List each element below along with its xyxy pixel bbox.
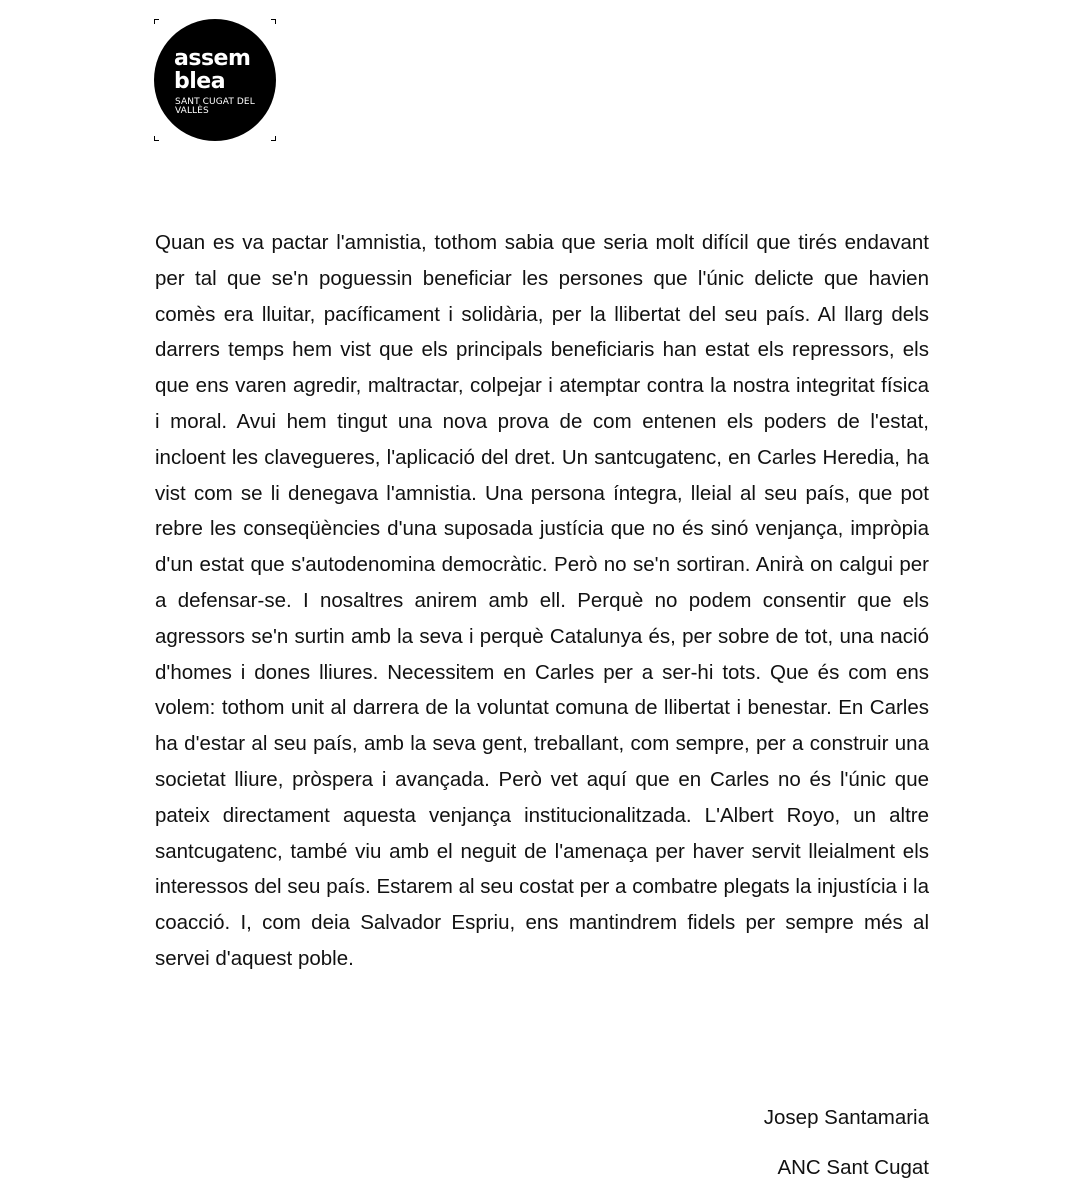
assemblea-logo <box>154 19 276 141</box>
logo-text-line1: assem <box>174 46 251 71</box>
logo-frame <box>154 19 276 141</box>
logo-text-line2: blea <box>174 69 226 94</box>
logo-subtitle-line2: VALLÈS <box>175 106 209 116</box>
signature-name: Josep Santamaria <box>763 1106 929 1129</box>
crop-mark-bottom-left <box>154 136 159 141</box>
signature-organization: ANC Sant Cugat <box>777 1156 929 1179</box>
crop-mark-top-left <box>154 19 159 24</box>
logo-subtitle-line1: SANT CUGAT DEL <box>175 97 255 107</box>
crop-mark-bottom-right <box>271 136 276 141</box>
crop-mark-top-right <box>271 19 276 24</box>
letter-body: Quan es va pactar l'amnistia, tothom sabia que seria molt difícil que tirés endavant per tal que se'n poguessin beneficiar les persones que l'únic delicte que havien comès era lluitar, pacíficament i solidària, per la llibertat del seu país. Al llarg dels darrers temps hem vist que els principals beneficiaris han estat els repressors, els que ens varen agredir, maltractar, colpejar i atemptar contra la nostra integritat física i moral. Avui hem tingut una nova prova de com entenen els poders de l'estat, incloent les clavegueres, l'aplicació del dret. Un santcugatenc, en Carles Heredia, ha vist com se li denegava l'amnistia. Una persona íntegra, lleial al seu país, que pot rebre les conseqüències d'una suposada justícia que no és sinó venjança, impròpia d'un estat que s'autodenomina democràtic. Però no se'n sortiran. Anirà on calgui per a defensar-se. I nosaltres anirem amb ell. Perquè no podem consentir que els agressors se'n surtin amb la seva i perquè Catalunya és, per sobre de tot, una nació d'homes i dones lliures. Necessitem en Carles per a ser-hi tots. Que és com ens volem: tothom unit al darrera de la voluntat comuna de llibertat i benestar. En Carles ha d'estar al seu país, amb la seva gent, treballant, com sempre, per a construir una societat lliure, pròspera i avançada. Però vet aquí que en Carles no és l'únic que pateix directament aquesta venjança institucionalitzada. L'Albert Royo, un altre santcugatenc, també viu amb el neguit de l'amenaça per haver servit lleialment els interessos del seu país. Estarem al seu costat per a combatre plegats la injustícia i la coacció. I, com deia Salvador Espriu, ens mantindrem fidels per sempre més al servei d'aquest poble. <box>155 231 929 970</box>
